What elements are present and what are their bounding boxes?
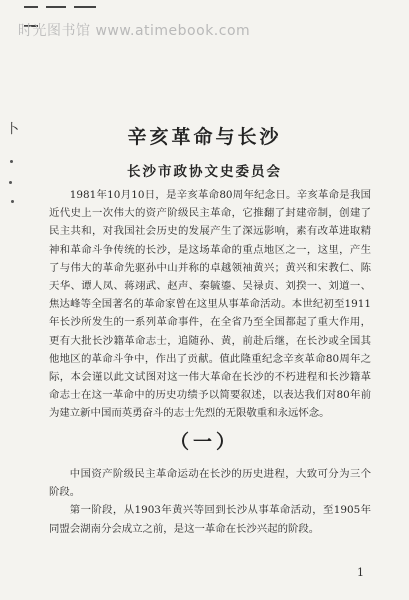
paragraph: 中国资产阶级民主革命运动在长沙的历史进程，大致可分为三个阶段。	[49, 468, 371, 499]
margin-mark: 卜	[6, 122, 20, 137]
article-title: 辛亥革命与长沙	[127, 126, 282, 148]
margin-dot	[11, 200, 14, 203]
article-author: 长沙市政协文史委员会	[127, 164, 282, 180]
intro-text	[49, 186, 371, 423]
paragraph: 1981年10月10日，是辛亥革命80周年纪念日。辛亥革命是我国近代史上一次伟大的资产阶级民主革命，它推翻了封建帝制，创建了民主共和，对我国社会历史的发展产生了深远影响，素有改革进取精神和革命斗争传统的长沙，是这场革命的重点地区之一，这里，产生了与伟大的革命先驱孙中山并称的卓越领袖黄兴；黄兴和宋教仁、陈天华、谭人凤、蒋翊武、赵声、秦毓鎏、吴禄贞、刘揆一、刘道一、焦达峰等全国著名的革命家曾在这里从事革命活动。本世纪初至1911年长沙所发生的一系列革命事件，在全省乃至全国都起了重大作用，更有大批长沙籍革命志士，追随孙、黄，前赴后继，在长沙或全国其他地区的革命斗争中，作出了贡献。值此隆重纪念辛亥革命80周年之际，本会谨以此文试图对这一伟大革命在长沙的不朽进程和长沙籍革命志士在这一革命中的历史功绩予以简要叙述，以表达我们对80年前为建立新中国而英勇奋斗的志士先烈的无限敬重和永远怀念。	[49, 189, 371, 420]
page-number: 1	[357, 566, 364, 579]
watermark: 时光图书馆 www.atimebook.com	[18, 23, 251, 39]
top-edge-marks	[24, 6, 119, 10]
margin-dot	[9, 181, 12, 184]
section-heading: （一）	[169, 431, 239, 453]
paragraph: 第一阶段，从1903年黄兴等回到长沙从事革命活动，至1905年同盟会湖南分会成立之前，是这一革命在长沙兴起的阶段。	[49, 504, 371, 535]
section-text	[49, 465, 371, 538]
